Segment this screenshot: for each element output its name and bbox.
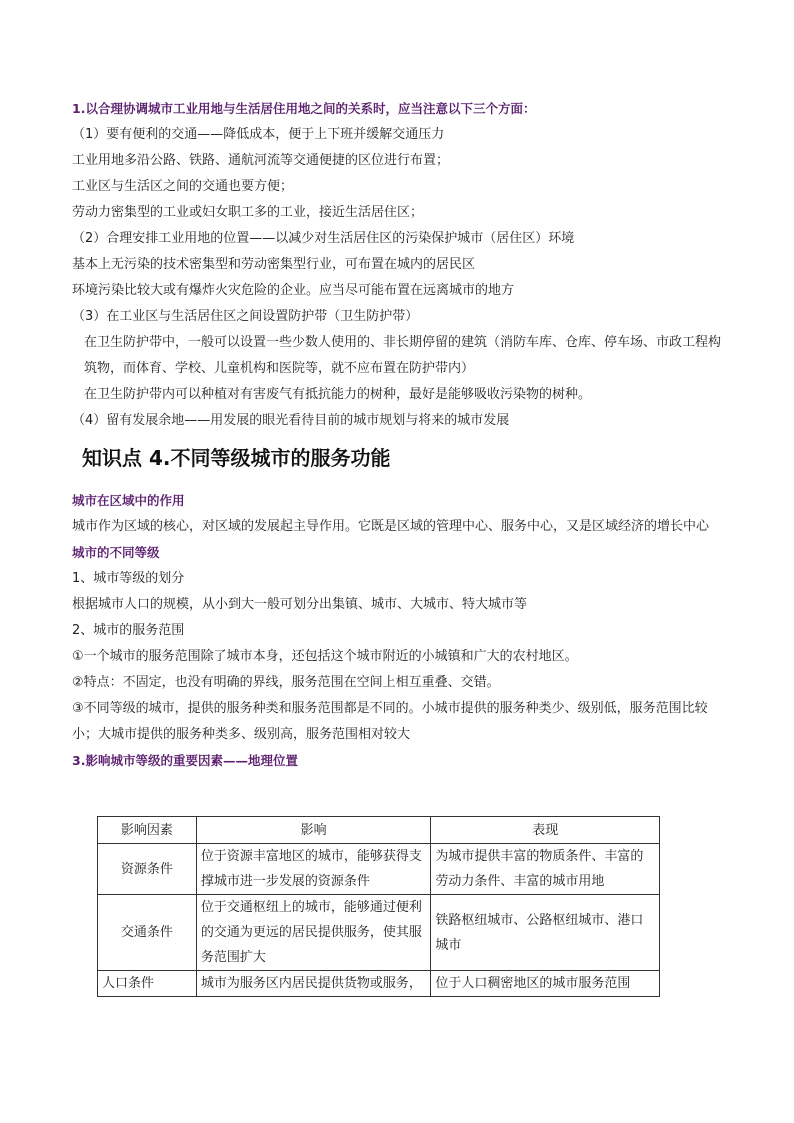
- text-line: ①一个城市的服务范围除了城市本身，还包括这个城市附近的小城镇和广大的农村地区。: [72, 649, 578, 664]
- table-row: [98, 971, 660, 997]
- table-header: 影响因素: [98, 817, 197, 844]
- table-cell: 位于交通枢纽上的城市，能够通过便利的交通为更远的居民提供服务，使其服务范围扩大: [196, 895, 431, 971]
- table-header-row: [98, 817, 660, 844]
- text-line: 在卫生防护带内可以种植对有害废气有抵抗能力的树种，最好是能够吸收污染物的树种。: [84, 387, 592, 402]
- text-line: （2）合理安排工业用地的位置——以减少对生活居住区的污染保护城市（居住区）环境: [72, 231, 575, 246]
- text-line: 工业用地多沿公路、铁路、通航河流等交通便捷的区位进行布置；: [72, 153, 450, 168]
- text-paragraph: 在卫生防护带中，一般可以设置一些少数人使用的、非长期停留的建筑（消防车库、仓库、停车场、市政工程构筑物，而体育、学校、儿童机构和医院等，就不应布置在防护带内）: [84, 335, 722, 376]
- text-line: 基本上无污染的技术密集型和劳动密集型行业，可布置在城内的居民区: [72, 257, 476, 272]
- table-cell: 交通条件: [98, 895, 197, 971]
- table-cell: 为城市提供丰富的物质条件、丰富的劳动力条件、丰富的城市用地: [431, 844, 660, 895]
- text-line: （1）要有便利的交通——降低成本，便于上下班并缓解交通压力: [72, 127, 445, 142]
- text-line: 根据城市人口的规模，从小到大一般可划分出集镇、城市、大城市、特大城市等: [72, 597, 528, 612]
- text-line: （4）留有发展余地——用发展的眼光看待目前的城市规划与将来的城市发展: [72, 413, 510, 428]
- subheading: 城市的不同等级: [72, 545, 160, 560]
- text-line: 环境污染比较大或有爆炸火灾危险的企业。应当尽可能布置在远离城市的地方: [72, 283, 515, 298]
- table-cell: 资源条件: [98, 844, 197, 895]
- text-line: （3）在工业区与生活居住区之间设置防护带（卫生防护带）: [72, 309, 419, 324]
- table-cell: 位于资源丰富地区的城市，能够获得支撑城市进一步发展的资源条件: [196, 844, 431, 895]
- table-header: 表现: [431, 817, 660, 844]
- table-cell: 城市为服务区内居民提供货物或服务，: [196, 971, 431, 997]
- table-row: [98, 844, 660, 895]
- list-item: 1、城市等级的划分: [72, 571, 185, 586]
- document-body: [72, 96, 722, 774]
- table-row: [98, 895, 660, 971]
- section-heading: 1.以合理协调城市工业用地与生活居住用地之间的关系时，应当注意以下三个方面：: [72, 101, 536, 116]
- text-line: ②特点：不固定，也没有明确的界线，服务范围在空间上相互重叠、交错。: [72, 675, 500, 690]
- subheading: 3.影响城市等级的重要因素——地理位置: [72, 753, 298, 768]
- table-cell: 铁路枢纽城市、公路枢纽城市、港口城市: [431, 895, 660, 971]
- text-paragraph: ③不同等级的城市，提供的服务种类和服务范围都是不同的。小城市提供的服务种类少、级别低，服务范围比较小；大城市提供的服务种类多、级别高，服务范围相对较大: [72, 701, 708, 742]
- table-header: 影响: [196, 817, 431, 844]
- text-line: 劳动力密集型的工业或妇女职工多的工业，接近生活居住区；: [72, 205, 424, 220]
- knowledge-point-title: 知识点 4.不同等级城市的服务功能: [82, 446, 391, 470]
- text-line: 工业区与生活区之间的交通也要方便；: [72, 179, 294, 194]
- table-cell: 人口条件: [98, 971, 197, 997]
- table-cell: 位于人口稠密地区的城市服务范围: [431, 971, 660, 997]
- list-item: 2、城市的服务范围: [72, 623, 185, 638]
- factors-table: [97, 816, 660, 997]
- subheading: 城市在区域中的作用: [72, 493, 185, 508]
- text-paragraph: 城市作为区域的核心，对区域的发展起主导作用。它既是区域的管理中心、服务中心，又是区域经济的增长中心: [72, 519, 710, 534]
